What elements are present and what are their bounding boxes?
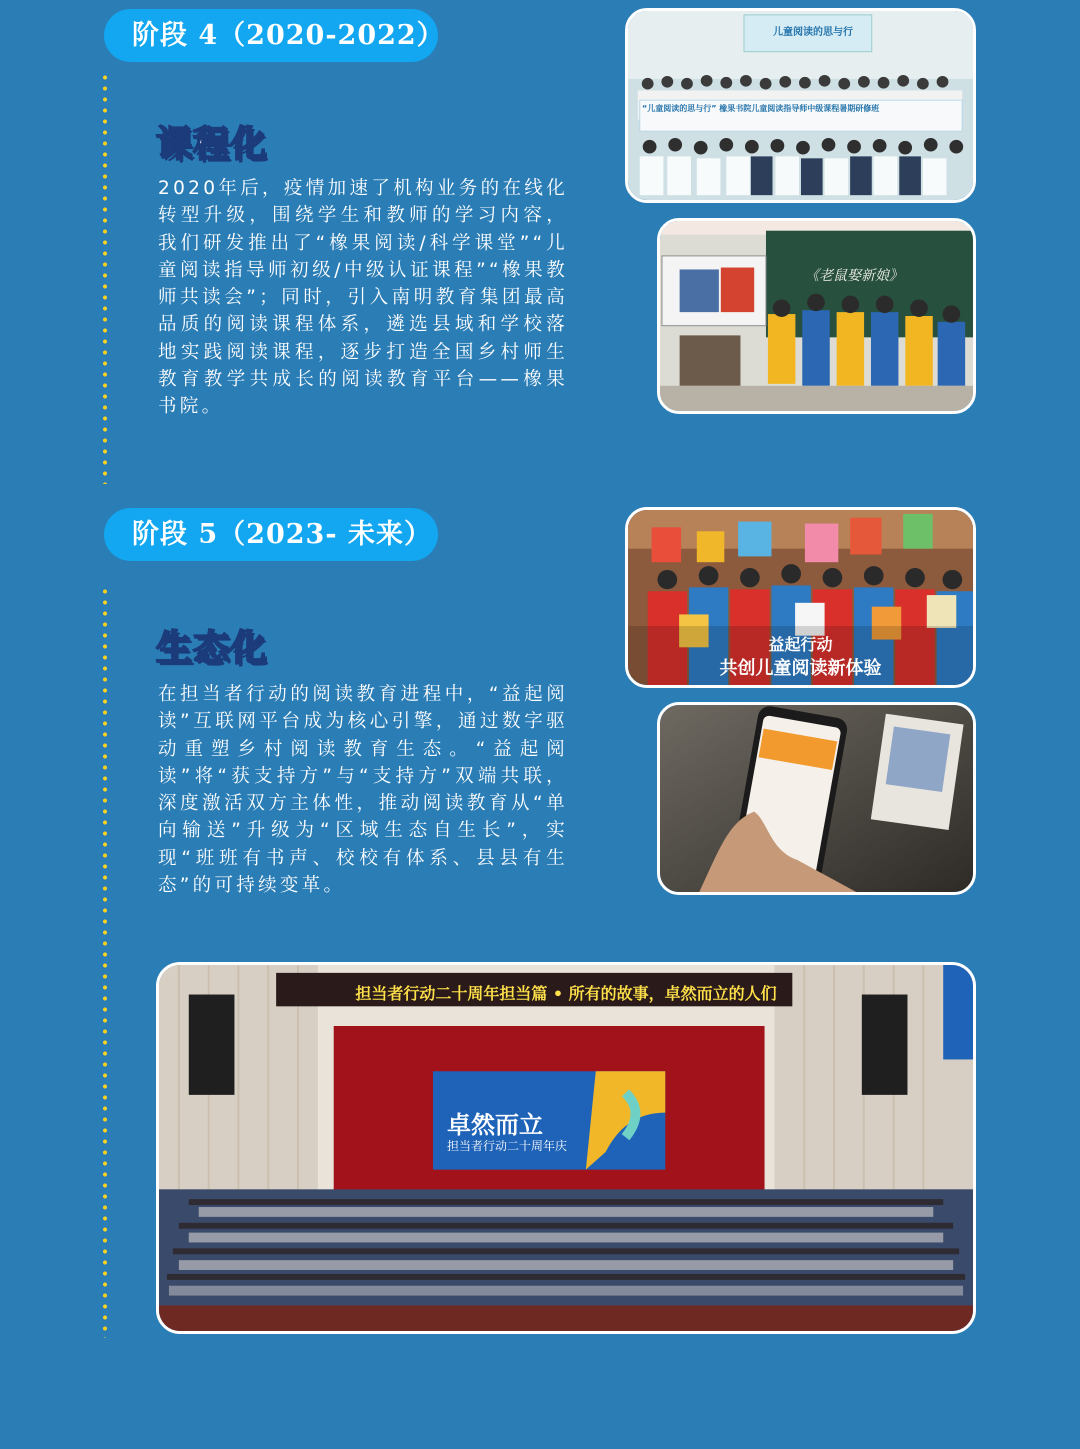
- training-banner-text: “儿童阅读的思与行” 橡果书院儿童阅读指导师中级课程暑期研修班: [642, 104, 880, 113]
- stage-5-label: 阶段 5（2023- 未来）: [104, 508, 438, 561]
- dotted-timeline-line: [103, 72, 107, 484]
- teacher-training-group-photo: [625, 8, 976, 203]
- classroom-board-text: 儿童阅读的思与行: [773, 27, 853, 38]
- classroom-blackboard-photo: [657, 218, 976, 414]
- dotted-timeline-line: [103, 586, 107, 1338]
- stage-screen-title: 卓然而立: [447, 1111, 543, 1139]
- phone-app-photo: [657, 702, 976, 895]
- yiqi-action-caption: 益起行动: [768, 635, 833, 654]
- stage-4-label: 阶段 4（2020-2022）: [104, 9, 438, 62]
- children-with-books-photo: [625, 507, 976, 688]
- anniversary-group-photo: [156, 962, 976, 1334]
- stage-5-description: 在担当者行动的阅读教育进程中，“益起阅读”互联网平台成为核心引擎，通过数字驱动重塑乡村阅读教育生态。“益起阅读”将“获支持方”与“支持方”双端共联，深度激活双方主体性，推动阅读教育从“单向输送”升级为“区域生态自生长”，实现“班班有书声、校校有体系、县县有生态”的可持续变革。: [158, 684, 568, 897]
- blackboard-text: 《老鼠娶新娘》: [805, 268, 903, 284]
- yiqi-action-subcaption: 共创儿童阅读新体验: [719, 658, 882, 679]
- anniversary-banner-text: 担当者行动二十周年担当篇 • 所有的故事，卓然而立的人们: [355, 984, 777, 1003]
- stage-4-description: 2020年后，疫情加速了机构业务的在线化转型升级，围绕学生和教师的学习内容，我们研发推出了“橡果阅读/科学课堂”“儿童阅读指导师初级/中级认证课程”“橡果教师共读会”；同时，引入南明教育集团最高品质的阅读课程体系，遴选县域和学校落地实践阅读课程，逐步打造全国乡村师生教育教学共成长的阅读教育平台——橡果书院。: [158, 178, 568, 418]
- stage-4-heading: 课程化: [156, 124, 268, 165]
- stage-5-heading: 生态化: [156, 628, 268, 669]
- stage-screen-subtitle: 担当者行动二十周年庆: [447, 1139, 568, 1153]
